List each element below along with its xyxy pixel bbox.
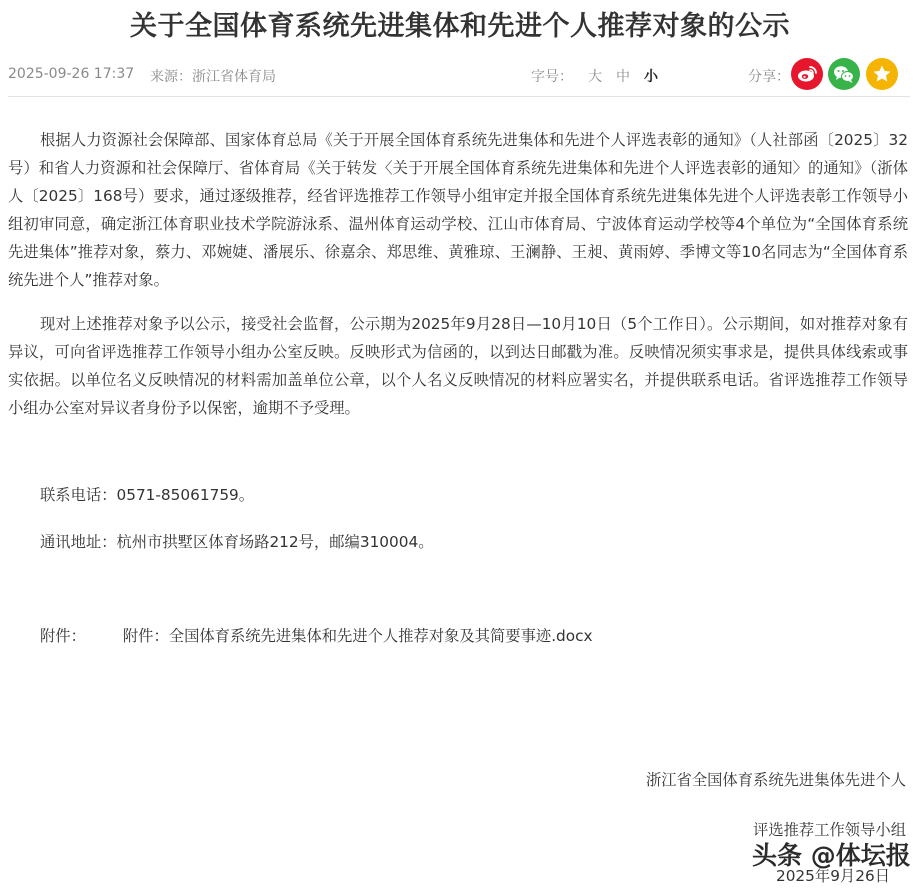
share-favorite-button[interactable] xyxy=(866,58,898,90)
article-source: 来源：浙江省体育局 xyxy=(150,69,276,85)
share-weibo-button[interactable] xyxy=(791,58,823,90)
font-size-large-button[interactable]: 大 xyxy=(588,69,602,85)
share-wechat-button[interactable] xyxy=(828,58,860,90)
font-size-label: 字号： xyxy=(531,69,573,85)
article-body xyxy=(8,126,908,551)
attachment-download-link[interactable]: 附件：全国体育系统先进集体和先进个人推荐对象及其简要事迹.docx xyxy=(122,627,593,645)
contact-phone: 联系电话：0571-85061759。 xyxy=(40,486,255,504)
toutiao-watermark: 头条 @体坛报 xyxy=(752,841,911,870)
font-size-small-button[interactable]: 小 xyxy=(644,69,658,85)
signature-org-line-2: 评选推荐工作领导小组 xyxy=(753,821,906,839)
body-paragraph-2: 现对上述推荐对象予以公示，接受社会监督，公示期为2025年9月28日—10月10日（5个工作日）。公示期间，如对推荐对象有异议，可向省评选推荐工作领导小组办公室反映。反映形式为信函的，以到达日邮戳为准。反映情况须实事求是，提供具体线索或事实依据。以单位名义反映情况的材料需加盖单位公章，以个人名义反映情况的材料应署实名，并提供联系电话。省评选推荐工作领导小组办公室对异议者身份予以保密，逾期不予受理。 xyxy=(8,315,908,417)
weibo-icon xyxy=(791,58,823,90)
favorite-star-icon xyxy=(866,58,898,90)
publish-date: 2025-09-26 17:37 xyxy=(8,66,135,82)
contact-address: 通讯地址：杭州市拱墅区体育场路212号，邮编310004。 xyxy=(40,533,434,551)
share-label: 分享： xyxy=(748,69,790,85)
signature-org-line-1: 浙江省全国体育系统先进集体先进个人 xyxy=(645,771,906,789)
article-title: 关于全国体育系统先进集体和先进个人推荐对象的公示 xyxy=(130,11,790,42)
header-divider xyxy=(8,96,910,97)
signature-date: 2025年9月26日 xyxy=(775,867,890,885)
attachment-row xyxy=(40,622,593,650)
font-size-medium-button[interactable]: 中 xyxy=(616,69,630,85)
article-meta-bar xyxy=(8,58,908,90)
wechat-icon xyxy=(828,58,860,90)
attachment-label: 附件： xyxy=(40,627,86,645)
body-paragraph-1: 根据人力资源社会保障部、国家体育总局《关于开展全国体育系统先进集体和先进个人评选表彰的通知》（人社部函〔2025〕32号）和省人力资源和社会保障厅、省体育局《关于转发〈关于开展全国体育系统先进集体和先进个人评选表彰的通知〉的通知》（浙体人〔2025〕168号）要求，通过逐级推荐，经省评选推荐工作领导小组审定并报全国体育系统先进集体先进个人评选表彰工作领导小组初审同意，确定浙江体育职业技术学院游泳系、温州体育运动学校、江山市体育局、宁波体育运动学校等4个单位为“全国体育系统先进集体”推荐对象，蔡力、邓婉婕、潘展乐、徐嘉余、郑思维、黄雅琼、王澜静、王昶、黄雨婷、季博文等10名同志为“全国体育系统先进个人”推荐对象。 xyxy=(8,131,908,289)
